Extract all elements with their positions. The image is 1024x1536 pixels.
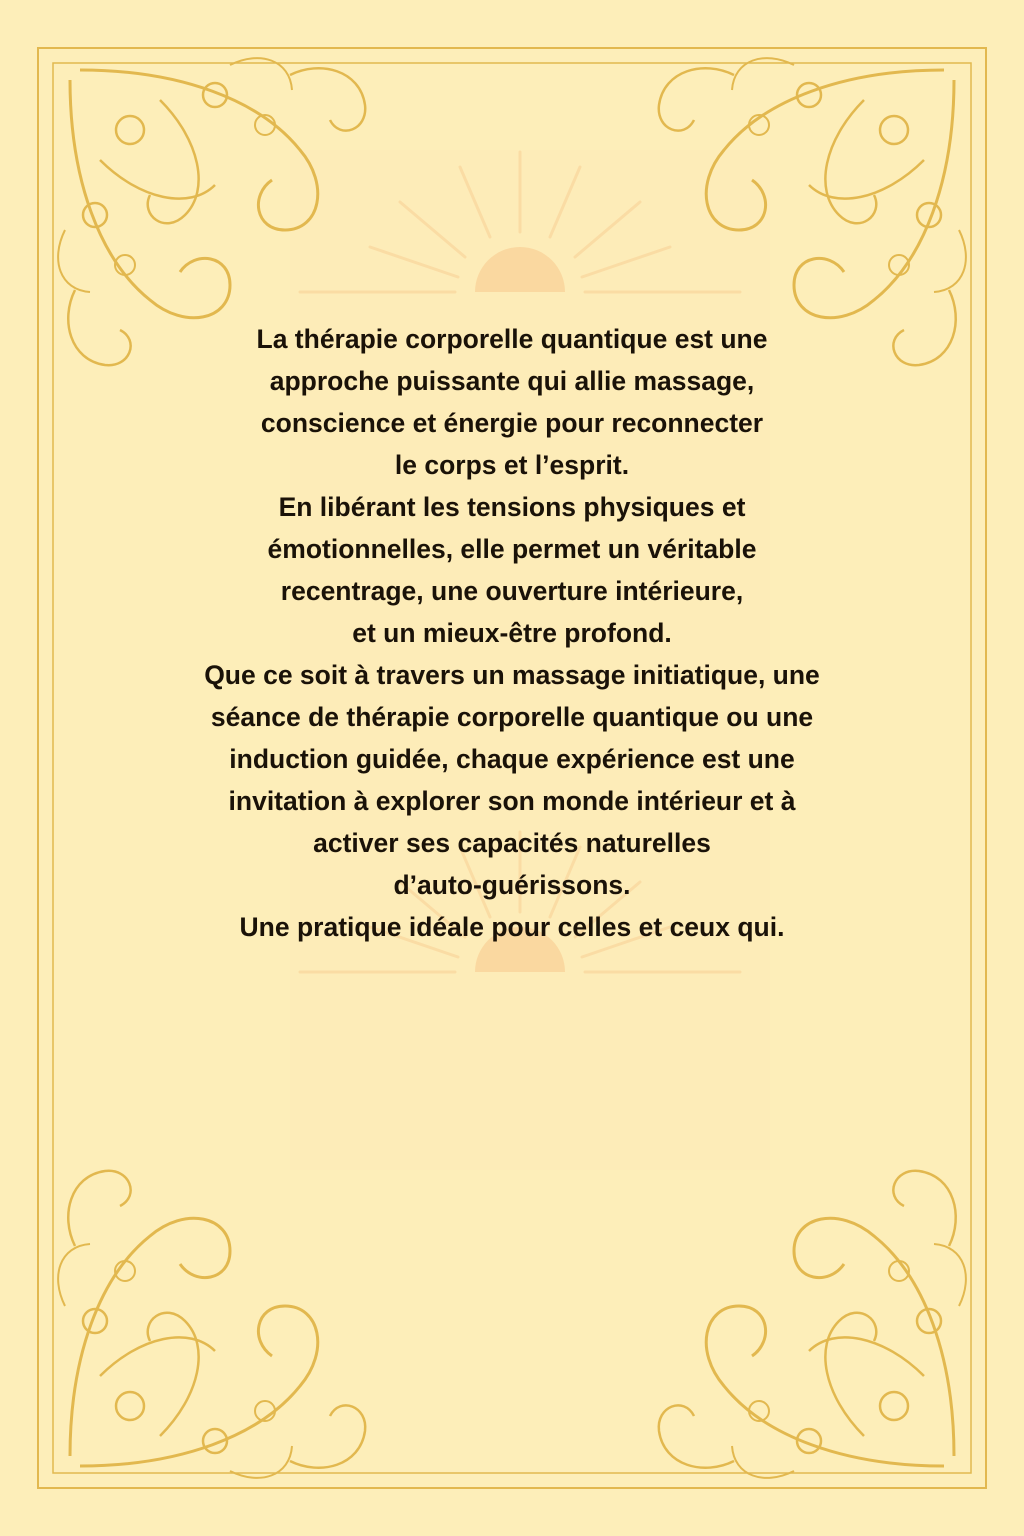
text-line: et un mieux-être profond. xyxy=(352,618,672,648)
body-text xyxy=(112,318,912,948)
text-line: recentrage, une ouverture intérieure, xyxy=(280,576,744,606)
text-line: induction guidée, chaque expérience est une xyxy=(229,744,795,774)
text-line: activer ses capacités naturelles xyxy=(313,828,711,858)
text-line: conscience et énergie pour reconnecter xyxy=(260,408,764,438)
text-line: invitation à explorer son monde intérieur et à xyxy=(228,786,796,816)
text-line: approche puissante qui allie massage, xyxy=(269,366,755,396)
text-line: En libérant les tensions physiques et xyxy=(278,492,746,522)
text-line: émotionnelles, elle permet un véritable xyxy=(267,534,757,564)
text-line: séance de thérapie corporelle quantique ou une xyxy=(210,702,814,732)
text-line: Que ce soit à travers un massage initiatique, une xyxy=(204,660,820,690)
text-line: La thérapie corporelle quantique est une xyxy=(256,324,768,354)
text-line: d’auto-guérissons. xyxy=(393,870,631,900)
text-line: le corps et l’esprit. xyxy=(394,450,630,480)
text-line: Une pratique idéale pour celles et ceux qui. xyxy=(239,912,785,942)
